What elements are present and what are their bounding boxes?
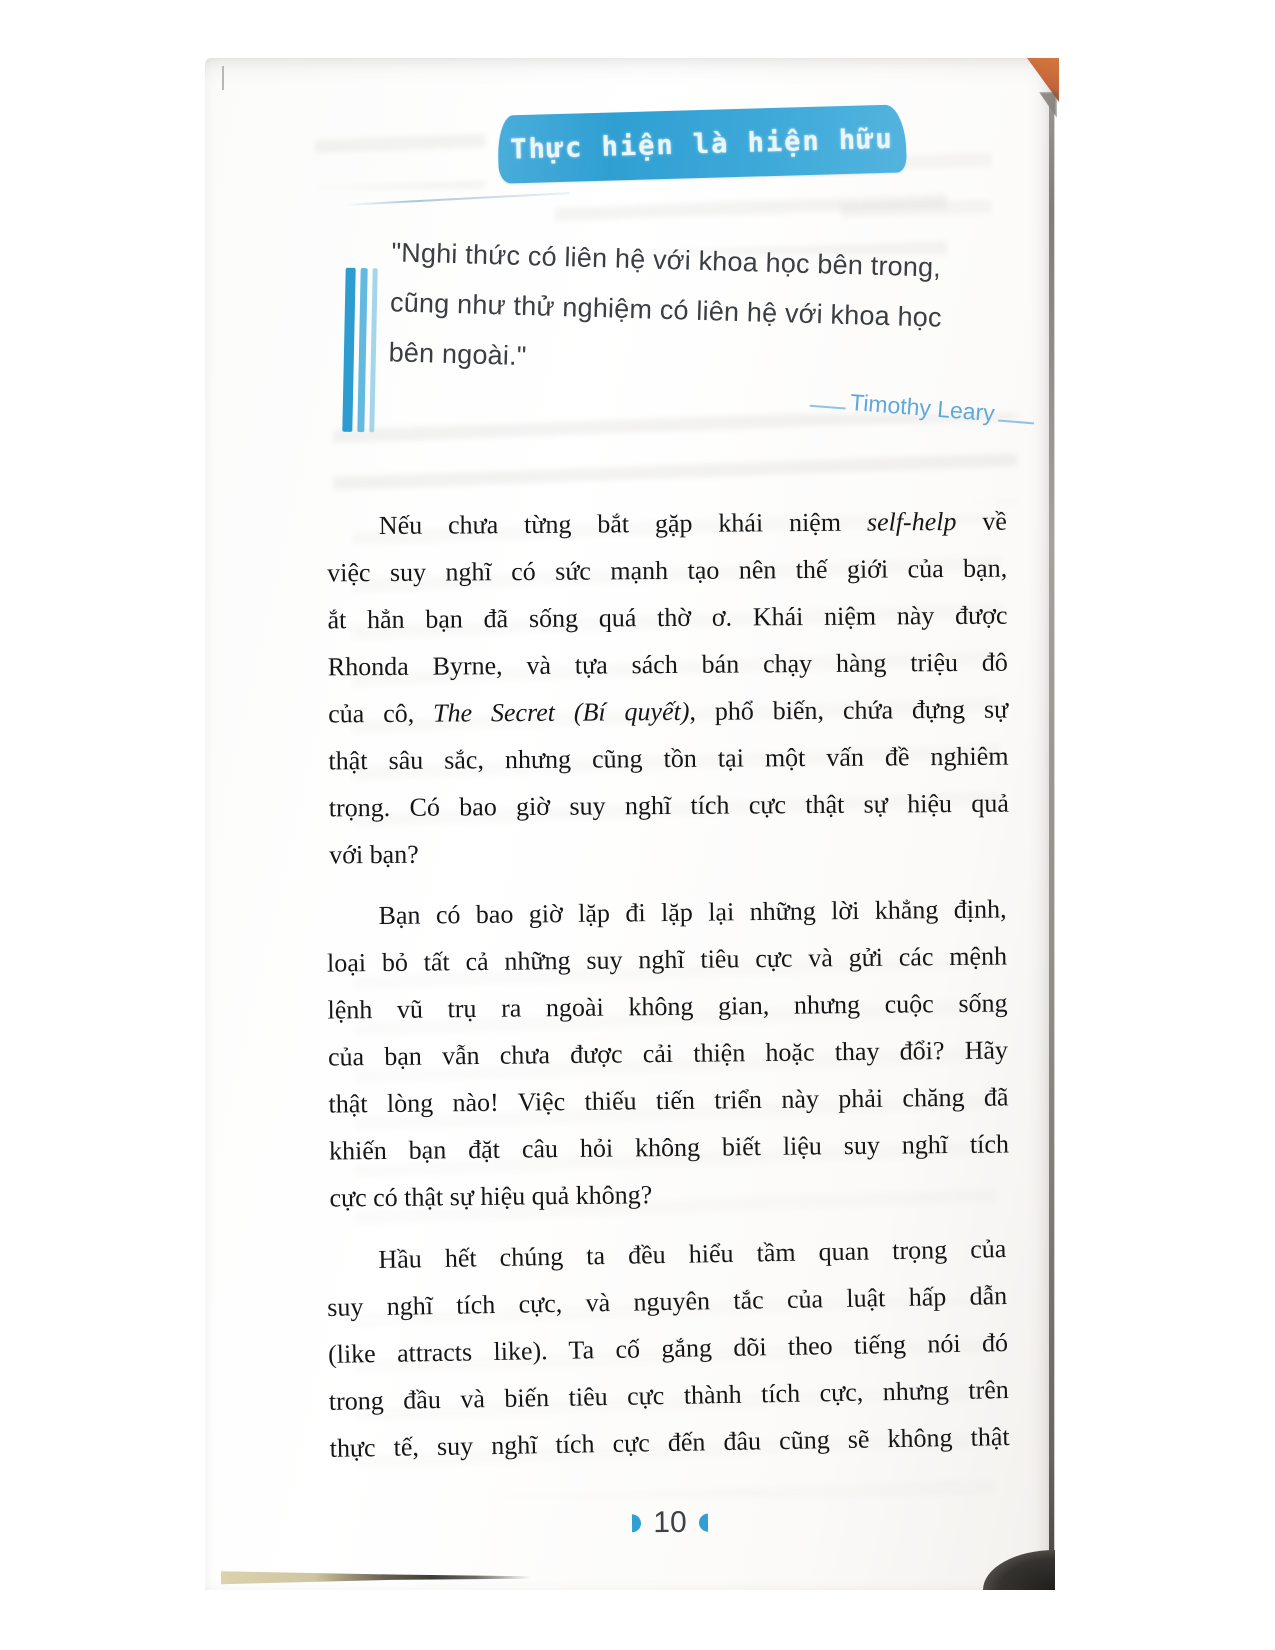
chapter-title: Thực hiện là hiện hữu — [509, 123, 895, 165]
book-bottom-edge-left — [221, 1570, 531, 1585]
quote-line: cũng như thử nghiệm có liên hệ với khoa học — [389, 287, 943, 333]
bleedthrough-smudge — [315, 124, 485, 188]
body-line: (like attracts like). Ta cố gắng dõi theo tiếng nói đó — [327, 1328, 1009, 1369]
epigraph-quote — [388, 227, 1017, 394]
body-line: với bạn? — [329, 839, 419, 870]
body-line: loại bỏ tất cả những suy nghĩ tiêu cực và gửi các mệnh — [326, 941, 1008, 978]
page-number-left-marker-icon — [632, 1514, 641, 1532]
body-line: lệnh vũ trụ ra ngoài không gian, nhưng cuộc sống — [327, 988, 1008, 1025]
paragraph — [326, 885, 1009, 1221]
quote-accent-bar — [342, 268, 355, 432]
book-bottom-edge-right — [983, 1550, 1055, 1590]
scan-corner-mark — [222, 66, 224, 90]
page-curl-highlight — [345, 192, 570, 206]
body-line: Hầu hết chúng ta đều hiểu tầm quan trọng của — [378, 1234, 1007, 1275]
paragraph — [327, 498, 1010, 879]
body-line: ắt hẳn bạn đã sống quá thờ ơ. Khái niệm này được — [327, 600, 1008, 635]
body-line: khiến bạn đặt câu hỏi không biết liệu suy nghĩ tích — [328, 1129, 1010, 1166]
quote-line: "Nghi thức có liên hệ với khoa học bên trong, — [391, 237, 942, 283]
body-line: việc suy nghĩ có sức mạnh tạo nên thế giới của bạn, — [327, 553, 1008, 588]
attribution-name: Timothy Leary — [849, 388, 996, 427]
book-edge-shadow — [1049, 94, 1054, 1572]
body-line: thực tế, suy nghĩ tích cực đến đâu cũng sẽ không thật — [329, 1422, 1010, 1463]
book-page — [205, 58, 1055, 1590]
bleedthrough-smudge — [333, 414, 1017, 502]
body-line: suy nghĩ tích cực, và nguyên tắc của luật hấp dẫn — [326, 1281, 1008, 1322]
body-line: Nếu chưa từng bắt gặp khái niệm self-help về — [378, 506, 1007, 541]
body-line: thật lòng nào! Việc thiếu tiến triển này phải chăng đã — [328, 1082, 1009, 1119]
chapter-header-banner — [497, 104, 907, 183]
page-number-right-marker-icon — [699, 1514, 708, 1532]
quote-accent-bar — [369, 268, 377, 432]
page-footer — [245, 1502, 1095, 1543]
body-line: của cô, The Secret (Bí quyết), phổ biến, chứa đựng sự — [328, 694, 1009, 729]
body-line: cực có thật sự hiệu quả không? — [329, 1180, 653, 1213]
attribution-leading-line — [810, 404, 846, 409]
page-number: 10 — [653, 1505, 687, 1540]
body-line: của bạn vẫn chưa được cải thiện hoặc thay đổi? Hãy — [327, 1035, 1009, 1072]
page-corner-fold-shadow — [1039, 92, 1057, 118]
quote-accent-bar — [357, 268, 367, 432]
body-line: Bạn có bao giờ lặp đi lặp lại những lời khẳng định, — [378, 894, 1007, 931]
body-line: trọng. Có bao giờ suy nghĩ tích cực thật sự hiệu quả — [328, 788, 1009, 823]
body-text — [328, 500, 1008, 1479]
body-line: Rhonda Byrne, và tựa sách bán chạy hàng triệu đô — [327, 647, 1008, 682]
quote-line: bên ngoài." — [388, 337, 527, 372]
paragraph — [326, 1225, 1010, 1472]
body-line: trong đầu và biến tiêu cực thành tích cực, nhưng trên — [328, 1375, 1010, 1416]
attribution-trailing-line — [998, 419, 1034, 424]
quote-accent-bars — [342, 268, 377, 433]
body-line: thật sâu sắc, nhưng cũng tồn tại một vấn đề nghiêm — [328, 741, 1009, 776]
